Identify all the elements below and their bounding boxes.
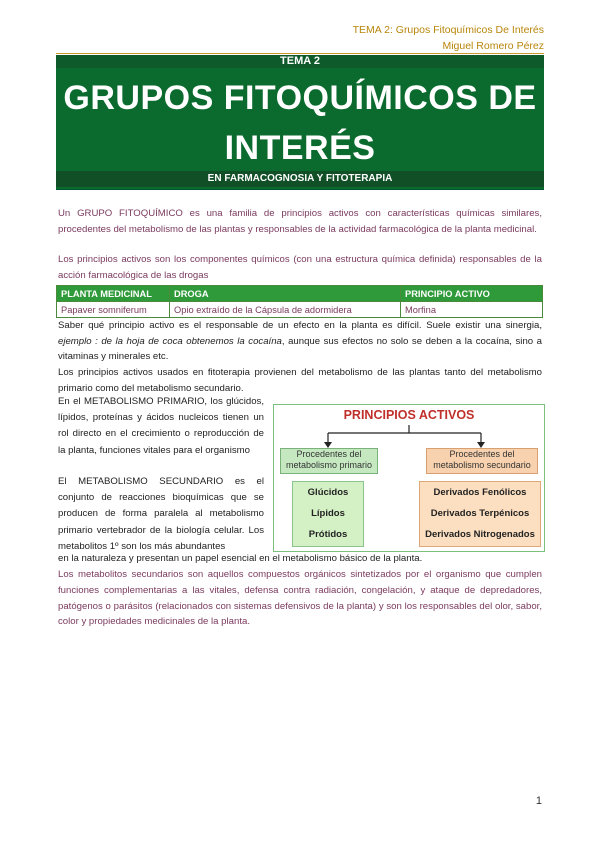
list-item: Lípidos: [311, 508, 345, 519]
paragraph-primario: En el METABOLISMO PRIMARIO, los glúcidos, lípidos, proteínas y ácidos nucleicos tienen un rol directo en el crecimiento o reproducción de la planta, funciones vitales para el organismo: [58, 396, 264, 456]
paragraph-secundario: El METABOLISMO SECUNDARIO es el conjunto de reacciones bioquímicas que se producen de forma paralela al metabolismo primario vertebrador de la biología celular. Los metabolitos 1º son los más abundantes: [58, 476, 264, 552]
title-banner: [56, 55, 544, 190]
banner-tema-label: TEMA 2: [56, 55, 544, 68]
running-header-author: Miguel Romero Pérez: [442, 40, 544, 52]
table-cell: Morfina: [401, 302, 543, 318]
table-header-cell: PRINCIPIO ACTIVO: [401, 286, 543, 302]
diagram-primary-list: [292, 481, 364, 547]
header-divider: [56, 53, 544, 54]
page-title: [56, 73, 544, 173]
paragraph-metabolitos-secundarios: Los metabolitos secundarios son aquellos compuestos orgánicos sintetizados por el organismo que cumplen funciones complementarias a las vitales, defensa contra radiación, congelación, y ataque de depredadores, patógenos o parásitos (relacionados con sistemas defensivos de la planta) y son los responsables del olor, sabor, color y propiedades medicinales de la planta.: [58, 569, 542, 628]
list-item: Prótidos: [308, 529, 348, 540]
banner-subtitle: EN FARMACOGNOSIA Y FITOTERAPIA: [56, 171, 544, 187]
page-title-line2: INTERÉS: [224, 129, 376, 167]
table-header-row: [57, 286, 543, 302]
table-header-cell: DROGA: [170, 286, 401, 302]
page-title-line1: GRUPOS FITOQUÍMICOS DE: [63, 79, 537, 117]
diagram-secondary-box: Procedentes del metabolismo secundario: [426, 448, 538, 474]
diagram-title: PRINCIPIOS ACTIVOS: [343, 408, 475, 422]
table-row: [57, 302, 543, 318]
paragraph-principios: Los principios activos son los componentes químicos (con una estructura química definida) responsables de la acción farmacológica de las drogas: [58, 254, 542, 281]
table-header-cell: PLANTA MEDICINAL: [57, 286, 170, 302]
paragraph-definition: Un GRUPO FITOQUÍMICO es una familia de principios activos con características químicas similares, procedentes del metabolismo de las plantas y responsables de la actividad farmacológica de la planta medicinal.: [58, 208, 542, 235]
sinergia-text-a: Saber qué principio activo es el responsable de un efecto en la planta es difícil. Suele existir una sinergia,: [58, 320, 542, 331]
list-item: Glúcidos: [307, 487, 349, 498]
diagram-primary-box: Procedentes del metabolismo primario: [280, 448, 378, 474]
principios-activos-diagram: [273, 404, 545, 552]
diagram-secondary-list: [419, 481, 541, 547]
list-item: Derivados Nitrogenados: [425, 529, 535, 540]
drug-table: [56, 285, 543, 318]
list-item: Derivados Fenólicos: [433, 487, 527, 498]
sinergia-example: ejemplo : de la hoja de coca obtenemos la cocaína: [58, 335, 282, 347]
page-number: 1: [535, 795, 542, 807]
list-item: Derivados Terpénicos: [430, 508, 530, 519]
running-header-course: TEMA 2: Grupos Fitoquímicos De Interés: [352, 24, 544, 36]
table-cell: Papaver somniferum: [57, 302, 170, 318]
paragraph-metabolismo: Los principios activos usados en fitoterapia provienen del metabolismo de las plantas tanto del metabolismo primario como del metabolismo secundario.: [58, 367, 542, 394]
sinergia-text-c: , aunque sus efectos no solo se deben a la cocaína, sino a vitaminas y minerales etc.: [58, 335, 542, 362]
table-cell: Opio extraído de la Cápsula de adormidera: [170, 302, 401, 318]
paragraph-sinergia: [58, 318, 542, 365]
paragraph-secundario-cont: en la naturaleza y presentan un papel esencial en el metabolismo básico de la planta.: [58, 553, 423, 564]
